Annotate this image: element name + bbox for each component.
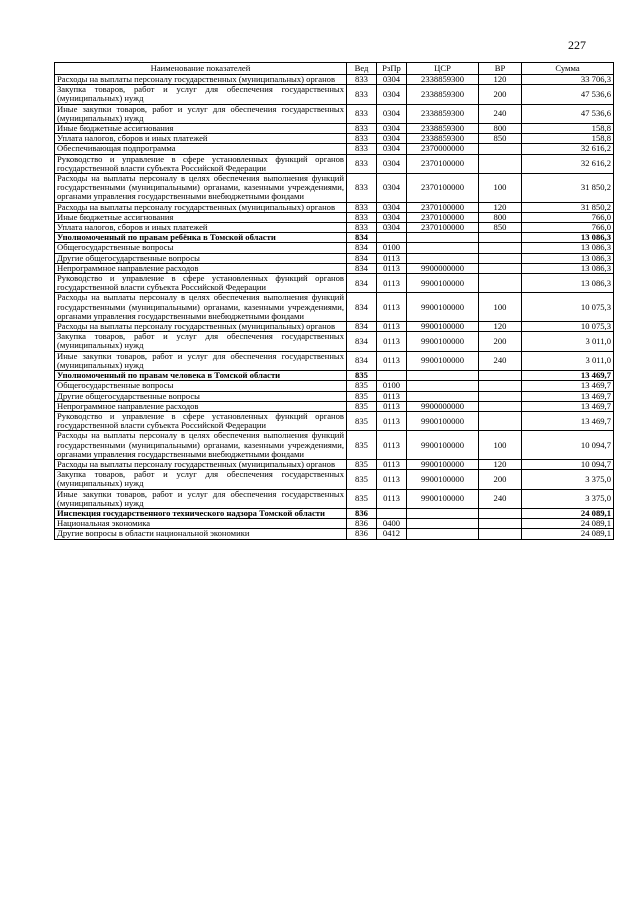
row-sum: 3 011,0 [522,332,614,351]
row-csr: 2338859300 [407,104,479,123]
row-sum: 766,0 [522,212,614,222]
row-ved: 835 [347,459,377,469]
row-name: Расходы на выплаты персоналу в целях обеспечения выполнения функций государственными (муниципальными) органами, казенными учреждениями, органами управления государственными внебюджетными фондами [55,293,347,322]
row-vr [479,519,522,529]
row-vr: 120 [479,202,522,212]
row-rzpr: 0113 [377,351,407,370]
row-rzpr [377,371,407,381]
header-vr: ВР [479,63,522,75]
table-row [55,174,614,203]
row-name: Инспекция государственного технического надзора Томской области [55,508,347,518]
row-name: Уплата налогов, сборов и иных платежей [55,223,347,233]
row-csr: 2370100000 [407,202,479,212]
row-sum: 13 086,3 [522,263,614,273]
row-vr: 200 [479,332,522,351]
row-ved: 836 [347,508,377,518]
row-vr [479,243,522,253]
row-rzpr: 0113 [377,401,407,411]
row-rzpr: 0100 [377,381,407,391]
row-name: Расходы на выплаты персоналу государственных (муниципальных) органов [55,202,347,212]
row-name: Непрограммное направление расходов [55,401,347,411]
table-row [55,529,614,539]
row-vr: 120 [479,459,522,469]
row-sum: 10 094,7 [522,459,614,469]
row-csr: 2370100000 [407,174,479,203]
row-ved: 833 [347,124,377,134]
row-csr: 9900100000 [407,470,479,489]
row-ved: 835 [347,470,377,489]
row-rzpr: 0113 [377,263,407,273]
row-name: Обеспечивающая подпрограмма [55,144,347,154]
row-ved: 834 [347,274,377,293]
row-name: Закупка товаров, работ и услуг для обеспечения государственных (муниципальных) нужд [55,85,347,104]
row-sum: 13 086,3 [522,243,614,253]
row-ved: 834 [347,233,377,243]
row-name: Непрограммное направление расходов [55,263,347,273]
table-row-section [55,508,614,518]
row-ved: 834 [347,332,377,351]
row-rzpr: 0304 [377,202,407,212]
row-rzpr: 0304 [377,144,407,154]
table-row [55,470,614,489]
row-name: Уполномоченный по правам ребёнка в Томской области [55,233,347,243]
row-csr [407,391,479,401]
row-vr [479,154,522,173]
row-vr [479,508,522,518]
row-name: Иные закупки товаров, работ и услуг для обеспечения государственных (муниципальных) нужд [55,351,347,370]
row-vr: 120 [479,75,522,85]
row-sum: 158,8 [522,124,614,134]
row-vr: 800 [479,212,522,222]
row-ved: 834 [347,243,377,253]
row-sum: 13 469,7 [522,401,614,411]
row-csr: 2370100000 [407,212,479,222]
row-sum: 13 086,3 [522,233,614,243]
table-row [55,212,614,222]
row-ved: 833 [347,104,377,123]
row-vr [479,144,522,154]
row-ved: 833 [347,154,377,173]
row-vr: 120 [479,322,522,332]
row-name: Общегосударственные вопросы [55,381,347,391]
row-ved: 833 [347,174,377,203]
row-csr [407,529,479,539]
row-ved: 833 [347,75,377,85]
row-rzpr: 0412 [377,529,407,539]
row-name: Иные бюджетные ассигнования [55,124,347,134]
row-sum: 13 469,7 [522,391,614,401]
row-sum: 47 536,6 [522,104,614,123]
row-vr: 240 [479,104,522,123]
row-name: Расходы на выплаты персоналу государственных (муниципальных) органов [55,322,347,332]
row-sum: 31 850,2 [522,174,614,203]
row-sum: 10 075,3 [522,322,614,332]
row-vr [479,274,522,293]
row-vr: 100 [479,174,522,203]
row-rzpr: 0304 [377,212,407,222]
row-rzpr: 0113 [377,470,407,489]
row-sum: 13 469,7 [522,411,614,430]
row-csr: 9900100000 [407,322,479,332]
row-vr: 850 [479,134,522,144]
row-rzpr: 0304 [377,174,407,203]
row-csr [407,371,479,381]
table-row-section [55,233,614,243]
row-sum: 32 616,2 [522,144,614,154]
row-name: Руководство и управление в сфере установленных функций органов государственной власти субъекта Российской Федерации [55,154,347,173]
row-rzpr: 0400 [377,519,407,529]
row-sum: 31 850,2 [522,202,614,212]
row-name: Национальная экономика [55,519,347,529]
row-name: Руководство и управление в сфере установленных функций органов государственной власти субъекта Российской Федерации [55,411,347,430]
row-sum: 47 536,6 [522,85,614,104]
row-ved: 833 [347,144,377,154]
row-ved: 834 [347,253,377,263]
header-sum: Сумма [522,63,614,75]
row-name: Иные закупки товаров, работ и услуг для обеспечения государственных (муниципальных) нужд [55,489,347,508]
table-row [55,154,614,173]
row-rzpr: 0113 [377,391,407,401]
row-rzpr: 0100 [377,243,407,253]
table-row [55,489,614,508]
table-row [55,134,614,144]
table-row [55,253,614,263]
row-name: Уплата налогов, сборов и иных платежей [55,134,347,144]
row-sum: 766,0 [522,223,614,233]
row-vr: 240 [479,351,522,370]
row-csr: 9900100000 [407,411,479,430]
row-vr: 100 [479,431,522,460]
row-name: Расходы на выплаты персоналу в целях обеспечения выполнения функций государственными (муниципальными) органами, казенными учреждениями, органами управления государственными внебюджетными фондами [55,174,347,203]
row-vr [479,401,522,411]
table-row [55,431,614,460]
row-rzpr: 0113 [377,322,407,332]
row-csr [407,381,479,391]
table-row [55,274,614,293]
row-rzpr: 0304 [377,223,407,233]
row-sum: 24 089,1 [522,519,614,529]
table-row [55,202,614,212]
row-vr [479,233,522,243]
row-ved: 835 [347,411,377,430]
row-sum: 3 375,0 [522,489,614,508]
row-ved: 835 [347,431,377,460]
table-row [55,124,614,134]
row-ved: 835 [347,381,377,391]
row-sum: 13 086,3 [522,253,614,263]
row-ved: 833 [347,223,377,233]
row-name: Расходы на выплаты персоналу государственных (муниципальных) органов [55,459,347,469]
row-csr: 2370100000 [407,223,479,233]
row-ved: 833 [347,85,377,104]
table-row [55,381,614,391]
table-row [55,293,614,322]
row-ved: 833 [347,134,377,144]
table-row [55,411,614,430]
row-vr [479,381,522,391]
row-csr: 9900100000 [407,274,479,293]
row-name: Другие вопросы в области национальной экономики [55,529,347,539]
row-rzpr [377,233,407,243]
table-row [55,85,614,104]
row-ved: 836 [347,519,377,529]
table-row [55,144,614,154]
row-sum: 13 086,3 [522,274,614,293]
row-vr: 200 [479,470,522,489]
page-number: 227 [568,38,586,52]
table-header-row [55,63,614,75]
row-csr: 9900100000 [407,332,479,351]
row-rzpr [377,508,407,518]
row-rzpr: 0304 [377,75,407,85]
table-row [55,223,614,233]
row-rzpr: 0304 [377,124,407,134]
row-ved: 835 [347,371,377,381]
row-vr: 240 [479,489,522,508]
row-rzpr: 0113 [377,459,407,469]
row-csr: 9900100000 [407,431,479,460]
table-row [55,519,614,529]
table-row [55,243,614,253]
row-rzpr: 0113 [377,332,407,351]
row-csr [407,519,479,529]
budget-table [54,62,614,540]
row-csr: 2338859300 [407,75,479,85]
row-vr [479,263,522,273]
header-csr: ЦСР [407,63,479,75]
row-name: Закупка товаров, работ и услуг для обеспечения государственных (муниципальных) нужд [55,332,347,351]
table-row-section [55,371,614,381]
row-name: Общегосударственные вопросы [55,243,347,253]
row-rzpr: 0304 [377,104,407,123]
row-name: Закупка товаров, работ и услуг для обеспечения государственных (муниципальных) нужд [55,470,347,489]
header-ved: Вед [347,63,377,75]
row-rzpr: 0113 [377,431,407,460]
row-rzpr: 0304 [377,134,407,144]
row-sum: 10 075,3 [522,293,614,322]
row-sum: 13 469,7 [522,381,614,391]
row-csr: 9900100000 [407,489,479,508]
table-row [55,351,614,370]
row-vr [479,253,522,263]
row-sum: 3 011,0 [522,351,614,370]
row-csr: 9900100000 [407,459,479,469]
row-sum: 24 089,1 [522,529,614,539]
row-vr: 200 [479,85,522,104]
row-ved: 833 [347,212,377,222]
row-vr: 850 [479,223,522,233]
row-csr: 2338859300 [407,124,479,134]
table-row [55,263,614,273]
row-sum: 33 706,3 [522,75,614,85]
row-csr: 9900100000 [407,351,479,370]
row-name: Расходы на выплаты персоналу в целях обеспечения выполнения функций государственными (муниципальными) органами, казенными учреждениями, органами управления государственными внебюджетными фондами [55,431,347,460]
header-name: Наименование показателей [55,63,347,75]
row-csr: 2370000000 [407,144,479,154]
row-ved: 834 [347,293,377,322]
row-csr [407,253,479,263]
row-sum: 32 616,2 [522,154,614,173]
row-name: Иные закупки товаров, работ и услуг для обеспечения государственных (муниципальных) нужд [55,104,347,123]
row-ved: 835 [347,391,377,401]
table-row [55,401,614,411]
row-rzpr: 0113 [377,411,407,430]
table-row [55,459,614,469]
row-csr: 2338859300 [407,134,479,144]
row-ved: 834 [347,351,377,370]
table-row [55,104,614,123]
row-rzpr: 0113 [377,293,407,322]
row-name: Другие общегосударственные вопросы [55,253,347,263]
row-rzpr: 0113 [377,274,407,293]
row-sum: 13 469,7 [522,371,614,381]
row-csr: 9900000000 [407,401,479,411]
row-name: Иные бюджетные ассигнования [55,212,347,222]
row-csr [407,243,479,253]
row-rzpr: 0113 [377,253,407,263]
row-ved: 833 [347,202,377,212]
header-rzpr: РзПр [377,63,407,75]
row-csr: 2370100000 [407,154,479,173]
row-name: Расходы на выплаты персоналу государственных (муниципальных) органов [55,75,347,85]
table-row [55,391,614,401]
row-sum: 10 094,7 [522,431,614,460]
row-name: Другие общегосударственные вопросы [55,391,347,401]
row-csr [407,508,479,518]
row-csr: 9900000000 [407,263,479,273]
row-vr [479,411,522,430]
row-ved: 835 [347,401,377,411]
row-ved: 836 [347,529,377,539]
row-ved: 834 [347,322,377,332]
row-sum: 24 089,1 [522,508,614,518]
row-vr [479,371,522,381]
row-sum: 158,8 [522,134,614,144]
row-ved: 834 [347,263,377,273]
row-name: Руководство и управление в сфере установленных функций органов государственной власти субъекта Российской Федерации [55,274,347,293]
row-csr [407,233,479,243]
table-row [55,75,614,85]
row-csr: 2338859300 [407,85,479,104]
row-rzpr: 0113 [377,489,407,508]
row-csr: 9900100000 [407,293,479,322]
row-rzpr: 0304 [377,154,407,173]
row-rzpr: 0304 [377,85,407,104]
row-name: Уполномоченный по правам человека в Томской области [55,371,347,381]
row-sum: 3 375,0 [522,470,614,489]
row-vr: 100 [479,293,522,322]
row-vr [479,529,522,539]
row-vr: 800 [479,124,522,134]
table-row [55,322,614,332]
table-row [55,332,614,351]
row-ved: 835 [347,489,377,508]
row-vr [479,391,522,401]
